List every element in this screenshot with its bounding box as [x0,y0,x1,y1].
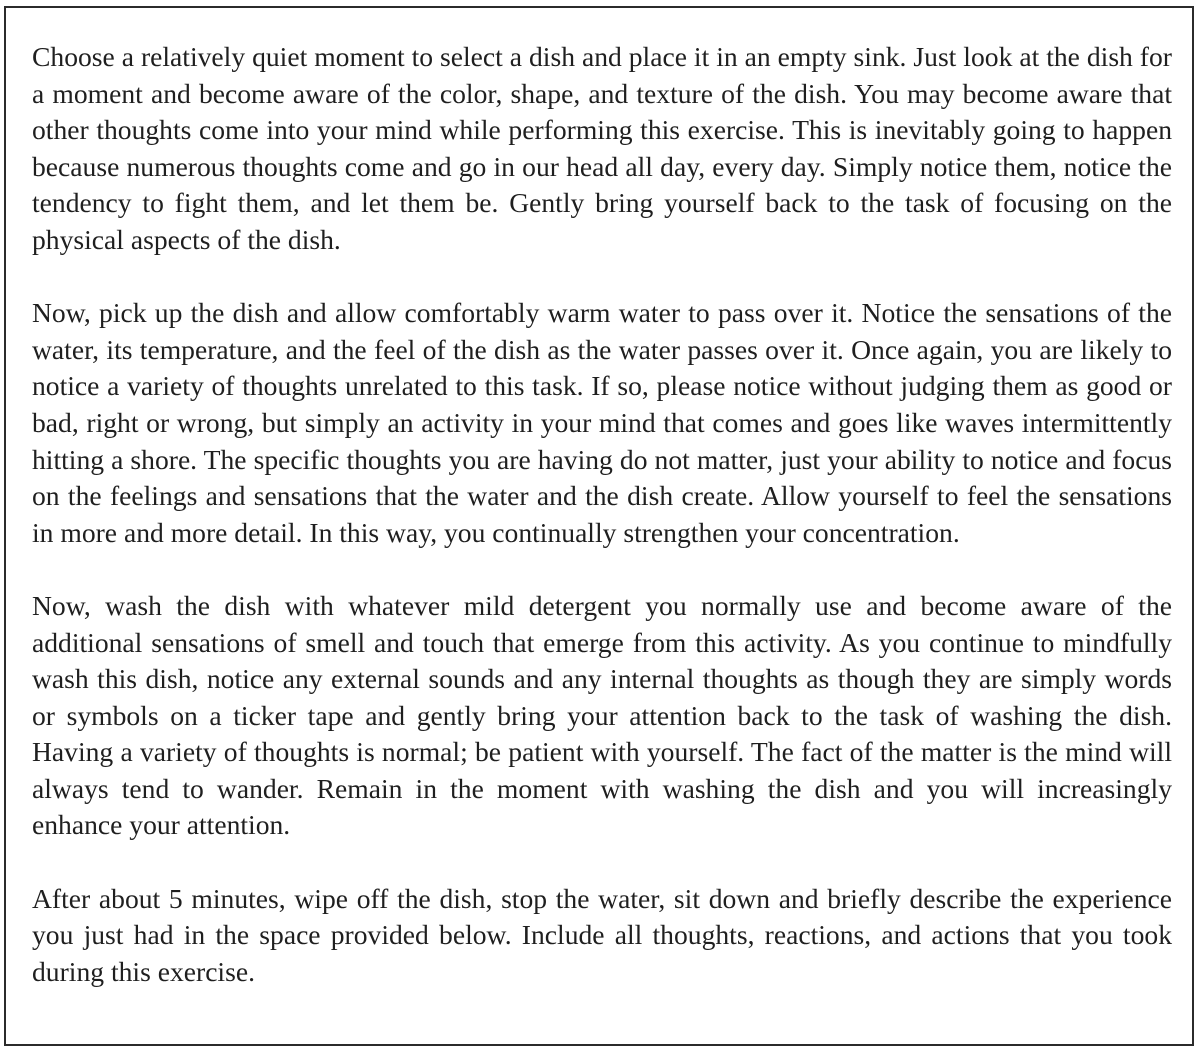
exercise-text [32,39,1172,990]
paragraph-describe-experience: After about 5 minutes, wipe off the dish, stop the water, sit down and briefly describe the experience you just had in the space provided below. Include all thoughts, reactions, and actions that you took during this exercise. [32,882,1172,987]
exercise-box [4,6,1194,1046]
paragraph-select-dish: Choose a relatively quiet moment to select a dish and place it in an empty sink. Just look at the dish for a moment and become aware of the color, shape, and texture of the dish. You may become aware that other thoughts come into your mind while performing this exercise. This is inevitably going to happen because numerous thoughts come and go in our head all day, every day. Simply notice them, notice the tendency to fight them, and let them be. Gently bring yourself back to the task of focusing on the physical aspects of the dish. [32,41,1172,255]
paragraph-wash-dish: Now, wash the dish with whatever mild detergent you normally use and become aware of the additional sensations of smell and touch that emerge from this activity. As you continue to mindfully wash this dish, notice any external sounds and any internal thoughts as though they are simply words or symbols on a ticker tape and gently bring your attention back to the task of washing the dish. Having a variety of thoughts is normal; be patient with yourself. The fact of the matter is the mind will always tend to wander. Remain in the moment with washing the dish and you will increasingly enhance your attention. [32,589,1172,841]
paragraph-warm-water: Now, pick up the dish and allow comfortably warm water to pass over it. Notice the sensations of the water, its temperature, and the feel of the dish as the water passes over it. Once again, you are likely to notice a variety of thoughts unrelated to this task. If so, please notice without judging them as good or bad, right or wrong, but simply an activity in your mind that comes and goes like waves intermittently hitting a shore. The specific thoughts you are having do not matter, just your ability to notice and focus on the feelings and sensations that the water and the dish create. Allow yourself to feel the sensations in more and more detail. In this way, you continually strengthen your concentration. [32,297,1172,548]
